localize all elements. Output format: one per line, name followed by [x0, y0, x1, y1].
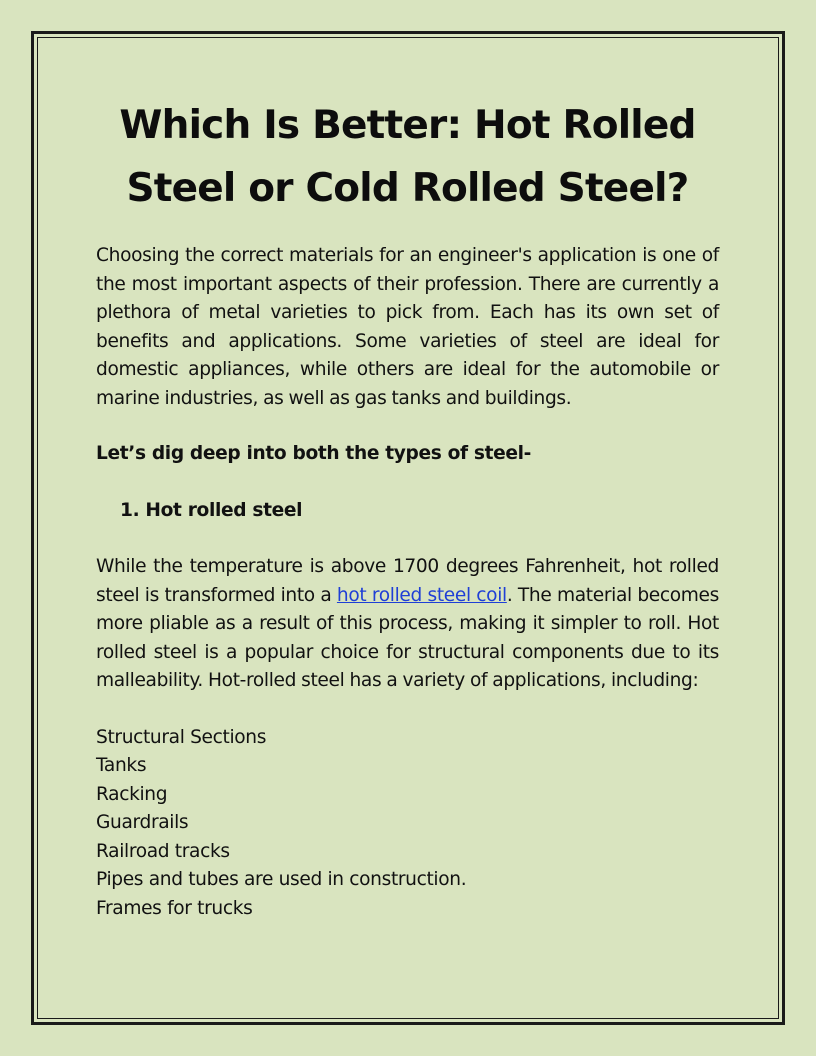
lead-heading: Let’s dig deep into both the types of steel-	[96, 443, 532, 464]
list-item: Pipes and tubes are used in construction.	[96, 869, 467, 890]
document-body	[96, 94, 719, 923]
section-heading-hot-rolled-steel: 1. Hot rolled steel	[120, 499, 303, 521]
list-item: Racking	[96, 783, 168, 805]
hot-rolled-steel-coil-link[interactable]: hot rolled steel coil	[336, 584, 507, 606]
list-item: Railroad tracks	[96, 840, 230, 862]
list-item: Guardrails	[96, 812, 189, 833]
applications-list	[96, 724, 719, 924]
paragraph-text-after-link: . The material becomes more pliable as a result of this process, making it simpler to roll. Hot rolled steel is a popular choice for structural components due to its malleability. Hot-rolled steel has a variety of applications, including:	[96, 584, 719, 691]
hot-rolled-steel-paragraph	[96, 553, 719, 696]
list-item: Structural Sections	[96, 726, 267, 748]
intro-paragraph: Choosing the correct materials for an engineer's application is one of the most important aspects of their profession. There are currently a plethora of metal varieties to pick from. Each has its own set of benefits and applications. Some varieties of steel are ideal for domestic appliances, while others are ideal for the automobile or marine industries, as well as gas tanks and buildings.	[96, 245, 719, 409]
document-title: Which Is Better: Hot Rolled Steel or Cold Rolled Steel?	[119, 103, 696, 211]
list-item: Frames for trucks	[96, 897, 253, 919]
paragraph-text-before-link: While the temperature is above 1700 degrees Fahrenheit, hot rolled steel is transformed into a	[96, 556, 719, 606]
list-item: Tanks	[96, 755, 147, 776]
